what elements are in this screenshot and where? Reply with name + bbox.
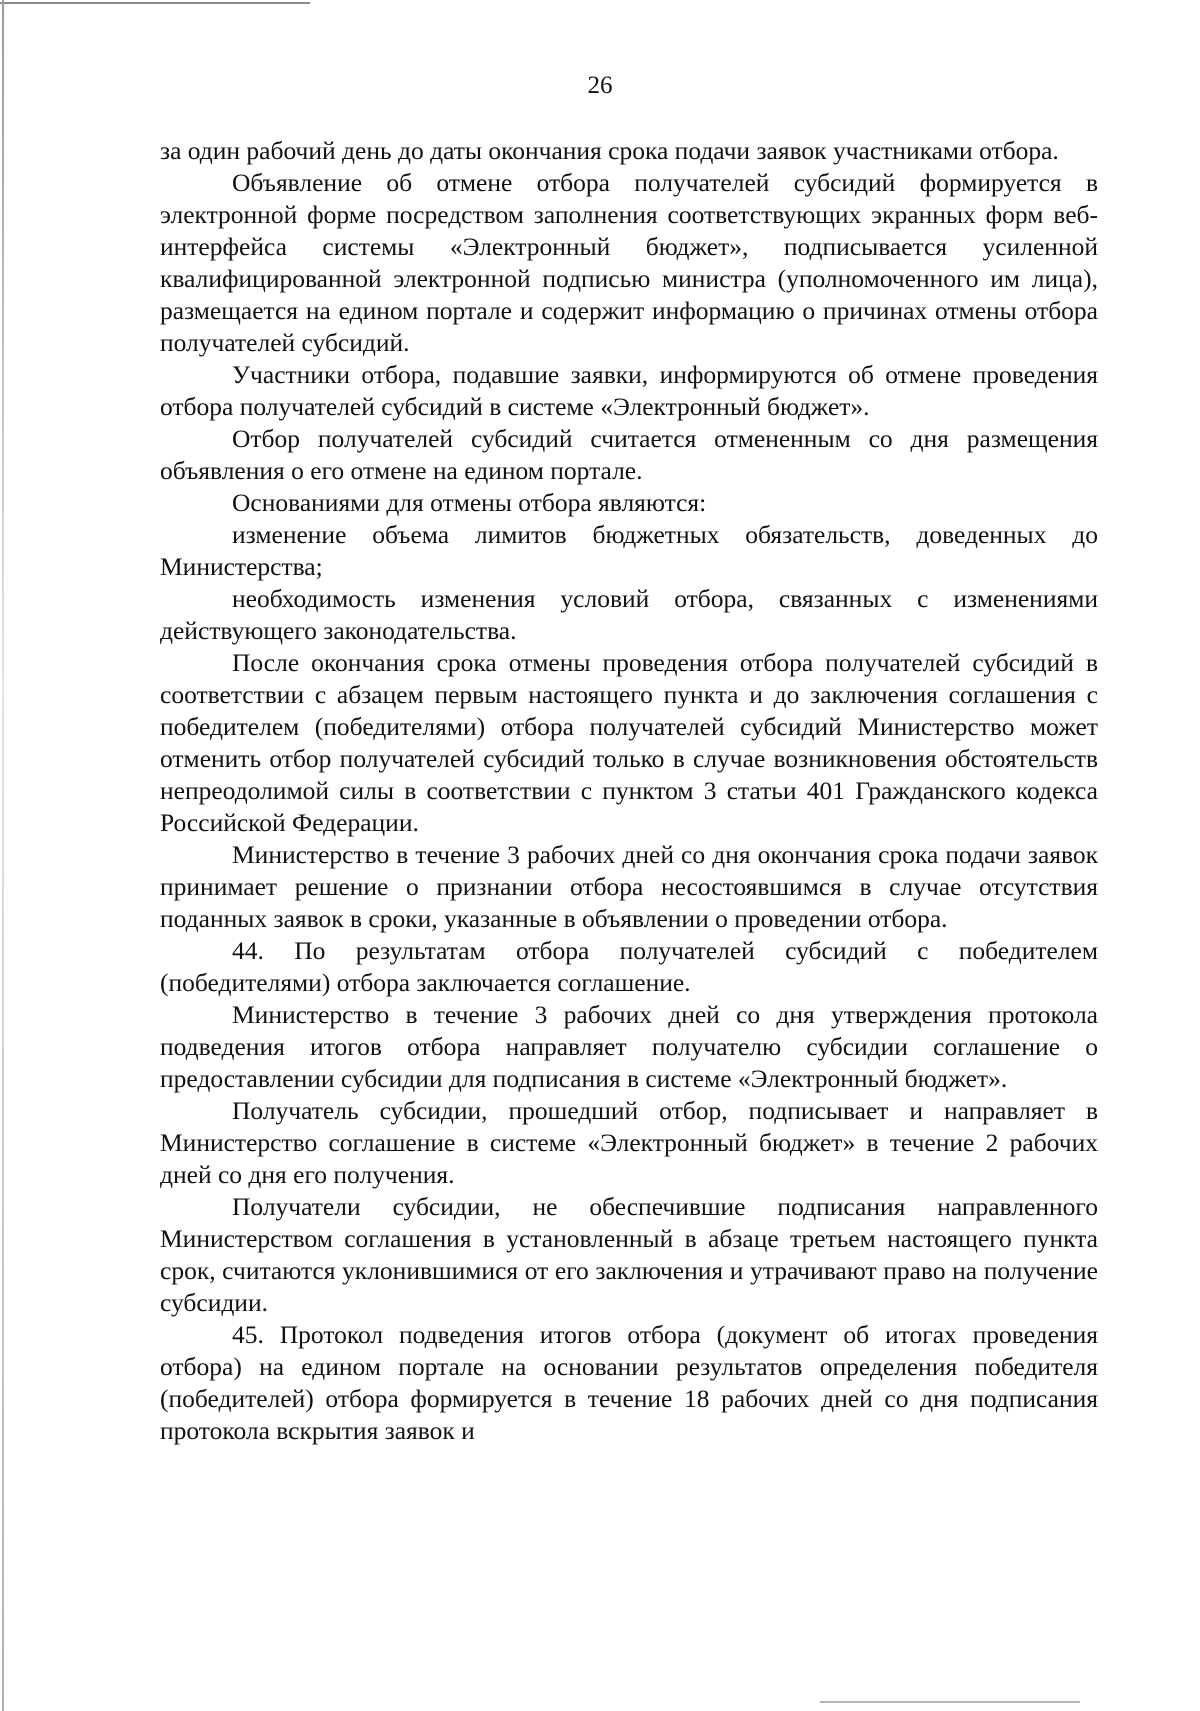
paragraph: Основаниями для отмены отбора являются: [232,488,707,517]
paragraph: Объявление об отмене отбора получателей субсидий формируется в электронной форме посредством заполнения соответствующих экранных форм веб-интерфейса системы «Электронный бюджет», подписывается усиленной квалифицированной электронной подписью министра (уполномоченного им лица), размещается на едином портале и содержит информацию о причинах отмены отбора получателей субсидий. [160,168,1098,357]
paragraph: за один рабочий день до даты окончания срока подачи заявок участниками отбора. [160,136,1059,165]
paragraph: Получатель субсидии, прошедший отбор, подписывает и направляет в Министерство соглашение в системе «Электронный бюджет» в течение 2 рабочих дней со дня его получения. [160,1096,1098,1189]
paragraph: Получатели субсидии, не обеспечившие подписания направленного Министерством соглашения в установленный в абзаце третьем настоящего пункта срок, считаются уклонившимися от его заключения и утрачивают право на получение субсидии. [160,1192,1098,1317]
paragraph: Отбор получателей субсидий считается отмененным со дня размещения объявления о его отмене на едином портале. [160,424,1098,485]
paragraph: Министерство в течение 3 рабочих дней со дня утверждения протокола подведения итогов отбора направляет получателю субсидии соглашение о предоставлении субсидии для подписания в системе «Электронный бюджет». [160,1000,1098,1093]
paragraph: необходимость изменения условий отбора, связанных с изменениями действующего законодательства. [160,584,1098,645]
page-number: 26 [587,72,613,99]
scan-edge-left [2,0,4,1711]
scan-edge-top [0,2,310,4]
paragraph: После окончания срока отмены проведения отбора получателей субсидий в соответствии с абзацем первым настоящего пункта и до заключения соглашения с победителем (победителями) отбора получателей субсидий Министерство может отменить отбор получателей субсидий только в случае возникновения обстоятельств непреодолимой силы в соответствии с пунктом 3 статьи 401 Гражданского кодекса Российской Федерации. [160,648,1098,837]
paragraph: изменение объема лимитов бюджетных обязательств, доведенных до Министерства; [160,520,1098,581]
paragraph: Участники отбора, подавшие заявки, информируются об отмене проведения отбора получателей субсидий в системе «Электронный бюджет». [160,360,1098,421]
document-body [160,135,1098,1447]
scan-edge-bottom [820,1701,1080,1703]
paragraph: 45. Протокол подведения итогов отбора (документ об итогах проведения отбора) на едином портале на основании результатов определения победителя (победителей) отбора формируется в течение 18 рабочих дней со дня подписания протокола вскрытия заявок и [160,1320,1098,1445]
paragraph: Министерство в течение 3 рабочих дней со дня окончания срока подачи заявок принимает решение о признании отбора несостоявшимся в случае отсутствия поданных заявок в сроки, указанные в объявлении о проведении отбора. [160,840,1098,933]
paragraph: 44. По результатам отбора получателей субсидий с победителем (победителями) отбора заключается соглашение. [160,936,1098,997]
